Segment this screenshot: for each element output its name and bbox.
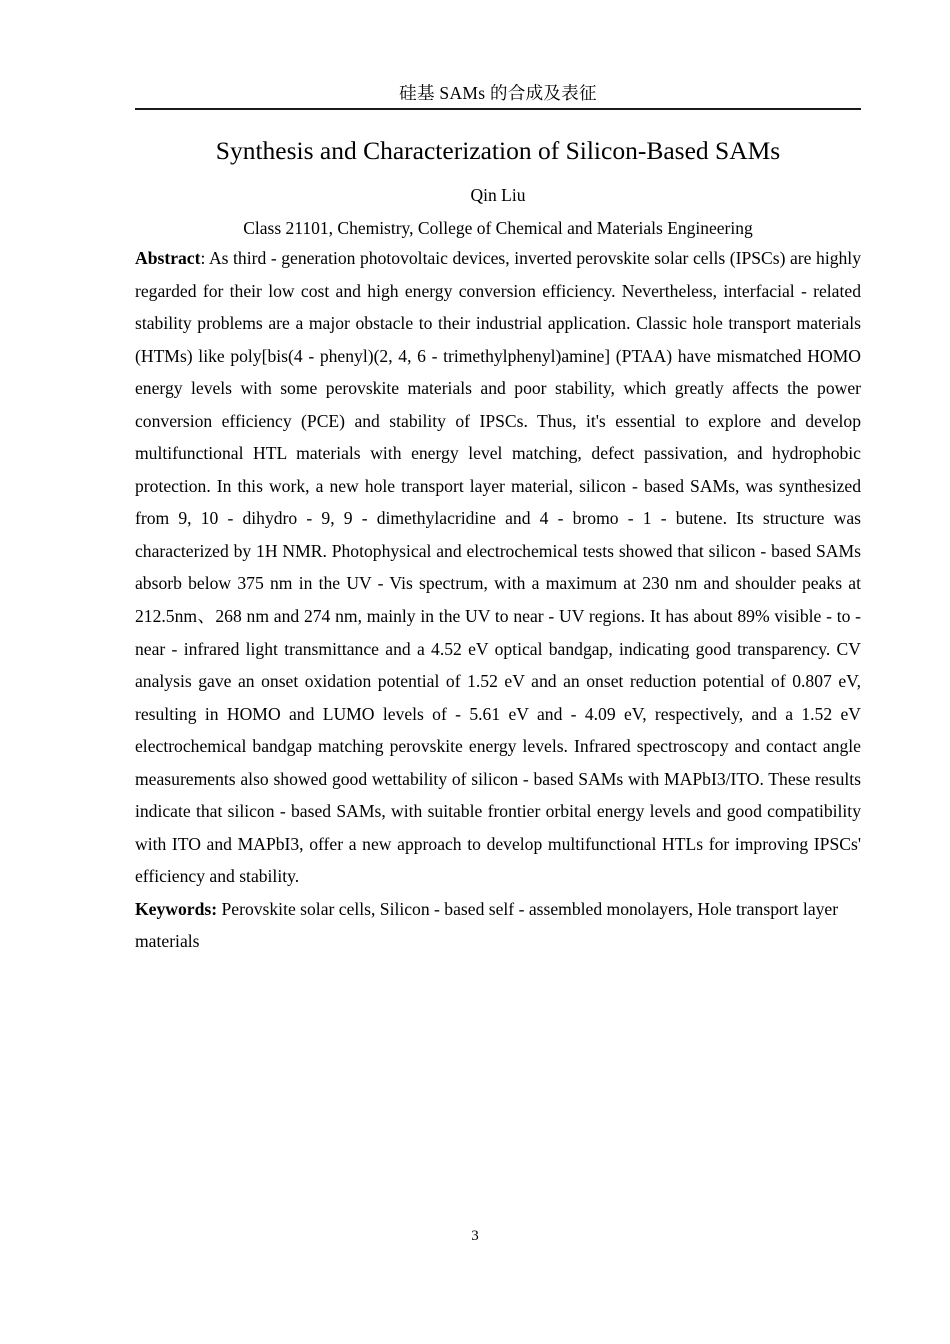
- author-name: Qin Liu: [470, 185, 526, 205]
- author-affiliation: Class 21101, Chemistry, College of Chemical and Materials Engineering: [243, 218, 753, 238]
- abstract-text: As third - generation photovoltaic devices, inverted perovskite solar cells (IPSCs) are highly regarded for their low cost and high energy conversion efficiency. Nevertheless, interfacial - related stability problems are a major obstacle to their industrial application. Classic hole transport materials (HTMs) like poly[bis(4 - phenyl)(2, 4, 6 - trimethylphenyl)amine] (PTAA) have mismatched HOMO energy levels with some perovskite materials and poor stability, which greatly affects the power conversion efficiency (PCE) and stability of IPSCs. Thus, it's essential to explore and develop multifunctional HTL materials with energy level matching, defect passivation, and hydrophobic protection. In this work, a new hole transport layer material, silicon - based SAMs, was synthesized from 9, 10 - dihydro - 9, 9 - dimethylacridine and 4 - bromo - 1 - butene. Its structure was characterized by 1H NMR. Photophysical and electrochemical tests showed that silicon - based SAMs absorb below 375 nm in the UV - Vis spectrum, with a maximum at 230 nm and shoulder peaks at 212.5nm、268 nm and 274 nm, mainly in the UV to near - UV regions. It has about 89% visible - to - near - infrared light transmittance and a 4.52 eV optical bandgap, indicating good transparency. CV analysis gave an onset oxidation potential of 1.52 eV and an onset reduction potential of 0.807 eV, resulting in HOMO and LUMO levels of - 5.61 eV and - 4.09 eV, respectively, and a 1.52 eV electrochemical bandgap matching perovskite energy levels. Infrared spectroscopy and contact angle measurements also showed good wettability of silicon - based SAMs with MAPbI3/ITO. These results indicate that silicon - based SAMs, with suitable frontier orbital energy levels and good compatibility with ITO and MAPbI3, offer a new approach to develop multifunctional HTLs for improving IPSCs' efficiency and stability.: [135, 248, 861, 887]
- keywords-text: Perovskite solar cells, Silicon - based self - assembled monolayers, Hole transport layer materials: [135, 898, 839, 952]
- title-block: [135, 134, 861, 241]
- page-number: 3: [471, 1228, 479, 1244]
- header-divider-rule: [135, 108, 861, 110]
- abstract-section: [135, 242, 861, 958]
- abstract-separator: :: [200, 248, 209, 268]
- keywords-label: Keywords:: [135, 898, 218, 919]
- abstract-paragraph: [135, 242, 861, 893]
- keywords-paragraph: [135, 893, 861, 958]
- page-title: Synthesis and Characterization of Silicon-Based SAMs: [215, 136, 781, 165]
- abstract-label: Abstract: [135, 248, 201, 268]
- running-header: [135, 82, 861, 110]
- running-header-text: 硅基 SAMs 的合成及表征: [399, 83, 597, 103]
